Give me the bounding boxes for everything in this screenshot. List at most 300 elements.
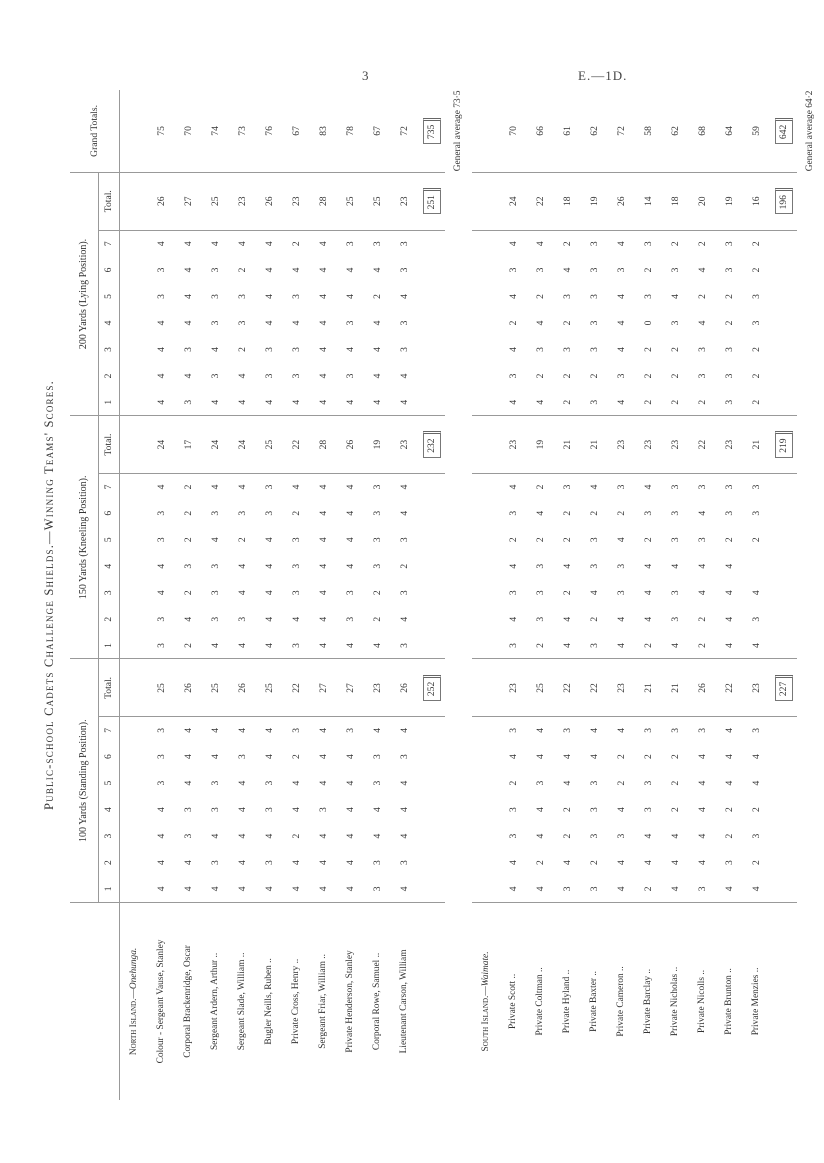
grand-total: 59: [751, 126, 762, 136]
range-total: 25: [337, 172, 364, 230]
shot-score: 3: [697, 886, 708, 892]
empty-cell: [120, 389, 149, 416]
shot-score: 3: [156, 643, 167, 648]
shot-score: 4: [345, 807, 356, 813]
empty-cell: [120, 606, 149, 633]
shot-score: 4: [372, 643, 383, 648]
shot-score: 3: [724, 373, 735, 379]
shot-score: 4: [156, 347, 167, 352]
shot-score: 4: [562, 267, 573, 273]
shot-score: 4: [670, 643, 681, 648]
shot-score: 4: [183, 754, 194, 760]
shot-score: 3: [643, 807, 654, 813]
empty-cell: [472, 283, 500, 310]
shot-score: 4: [183, 294, 194, 299]
grand-total: 74: [210, 126, 221, 136]
empty-cell: [418, 823, 445, 850]
grand-total: 78: [345, 126, 356, 136]
empty-cell: [120, 172, 149, 230]
team-totals-row: [418, 90, 445, 1100]
shot-score: 3: [535, 590, 546, 596]
shot-score: 4: [318, 590, 329, 596]
shot-score: 2: [183, 484, 194, 490]
shot-score: 3: [372, 754, 383, 760]
shot-score: 2: [670, 754, 681, 760]
shot-score: 4: [264, 537, 275, 543]
shot-score: 4: [535, 727, 546, 733]
range-total: 21: [743, 416, 770, 474]
shot-score: 3: [210, 860, 221, 866]
range-total: 19: [716, 172, 743, 230]
shot-score: 2: [724, 320, 735, 326]
shot-score: 3: [372, 780, 383, 786]
shot-score: 2: [562, 590, 573, 596]
shot-score: 3: [535, 780, 546, 786]
shot-score: 3: [372, 886, 383, 892]
shot-score: 3: [399, 643, 410, 648]
cadet-name: Private Coltman ..: [527, 902, 554, 1100]
shot-score: 3: [589, 241, 600, 247]
team-range-total-cell: [418, 659, 445, 717]
shot-score: 2: [589, 510, 600, 516]
range-total: 16: [743, 172, 770, 230]
shot-score: 4: [724, 780, 735, 786]
range-total: 26: [689, 659, 716, 717]
shot-score: 3: [291, 590, 302, 596]
table-row: [662, 90, 689, 1100]
empty-cell: [472, 659, 500, 717]
shot-score: 4: [616, 294, 627, 299]
shot-score: 4: [237, 780, 248, 786]
empty-cell: [770, 363, 797, 390]
empty-cell: [120, 257, 149, 284]
range-total: 28: [310, 172, 337, 230]
empty-cell: [770, 527, 797, 554]
shot-score: 3: [589, 320, 600, 326]
shot-score: 4: [210, 241, 221, 247]
shot-score: 4: [345, 294, 356, 299]
shot-score: 4: [156, 590, 167, 596]
shot-score: 4: [183, 860, 194, 866]
shot-score: 3: [237, 294, 248, 299]
shot-score: 4: [183, 373, 194, 379]
cadet-name: Sergeant Slade, William ..: [229, 902, 256, 1100]
shot-score: 2: [751, 860, 762, 866]
shot-score: 4: [670, 886, 681, 892]
shot-score: 4: [508, 860, 519, 866]
shot-score: 4: [210, 727, 221, 733]
total-column-header: Total.: [99, 416, 120, 474]
grand-total: 83: [318, 126, 329, 136]
range-total: 20: [689, 172, 716, 230]
shot-score: 3: [508, 267, 519, 273]
cadet-name: Private Hyland ..: [554, 902, 581, 1100]
shot-score: 3: [589, 267, 600, 273]
empty-cell: [770, 876, 797, 903]
shot-score: 4: [535, 754, 546, 760]
shot-score: 3: [697, 373, 708, 379]
shot-score: 2: [589, 616, 600, 622]
shot-score: 4: [643, 590, 654, 596]
shot-score: 4: [237, 241, 248, 247]
shot-score: 3: [399, 241, 410, 247]
shot-score: 4: [724, 754, 735, 760]
shot-score: 4: [616, 347, 627, 352]
shot-score: 3: [237, 510, 248, 516]
shot-score: 3: [156, 267, 167, 273]
empty-cell: [120, 527, 149, 554]
shot-score: 4: [508, 563, 519, 569]
shot-score: 2: [291, 754, 302, 760]
shot-score: 3: [264, 807, 275, 813]
shot-score: 3: [508, 590, 519, 596]
shot-score: 4: [697, 320, 708, 326]
shot-score: 2: [751, 537, 762, 543]
range-total: 25: [256, 416, 283, 474]
shot-score: 2: [237, 267, 248, 273]
shot-score: 3: [508, 510, 519, 516]
shot-score: 2: [643, 537, 654, 543]
empty-cell: [770, 474, 797, 501]
cadet-name: Private Baxter ..: [581, 902, 608, 1100]
team-grand-total-cell: [770, 90, 797, 172]
shot-score: 3: [670, 484, 681, 490]
range-total: 25: [202, 172, 229, 230]
shot-score: 4: [318, 510, 329, 516]
shot-score: 3: [697, 347, 708, 352]
shot-score: 3: [535, 616, 546, 622]
shot-score: 3: [264, 373, 275, 379]
shot-score: 3: [589, 537, 600, 543]
range-total: 22: [527, 172, 554, 230]
range-total: 26: [148, 172, 175, 230]
range-total: 23: [500, 416, 527, 474]
empty-cell: [472, 633, 500, 660]
shot-score: 4: [751, 590, 762, 596]
shot-score: 4: [372, 347, 383, 352]
empty-cell: [418, 310, 445, 337]
shot-score: 4: [345, 780, 356, 786]
shot-score: 3: [372, 510, 383, 516]
shot-score: 4: [318, 294, 329, 299]
shot-score: 2: [724, 537, 735, 543]
empty-cell: [472, 553, 500, 580]
shot-score: 2: [562, 510, 573, 516]
shot-score: 4: [616, 399, 627, 405]
shot-score: 4: [589, 484, 600, 490]
shot-score: 3: [724, 484, 735, 490]
shot-number-header: 5: [99, 527, 120, 554]
shot-score: 4: [697, 590, 708, 596]
empty-cell: [770, 230, 797, 257]
range-total: 25: [202, 659, 229, 717]
scores-table: [70, 90, 824, 1100]
shot-score: 4: [318, 563, 329, 569]
empty-cell: [418, 283, 445, 310]
shot-score: 3: [670, 320, 681, 326]
team-range-total-cell: [770, 416, 797, 474]
range-total: 21: [635, 659, 662, 717]
shot-score: 4: [562, 860, 573, 866]
shot-score: 3: [508, 807, 519, 813]
shot-score: 2: [670, 347, 681, 352]
shot-score: 3: [562, 886, 573, 892]
range-total: 23: [662, 416, 689, 474]
shot-score: 3: [616, 484, 627, 490]
shot-number-header: 3: [99, 823, 120, 850]
empty-cell: [770, 500, 797, 527]
range-group-header: 100 Yards (Standing Position).: [70, 659, 99, 902]
empty-cell: [770, 823, 797, 850]
range-total: 14: [635, 172, 662, 230]
range-total: 28: [310, 416, 337, 474]
shot-score: 3: [562, 347, 573, 352]
shot-score: 4: [372, 373, 383, 379]
shot-score: 3: [156, 754, 167, 760]
team-range-total: 227: [775, 675, 793, 701]
page-number: 3: [362, 68, 369, 83]
shot-number-header: 3: [99, 580, 120, 607]
shot-score: 3: [589, 294, 600, 299]
range-total: 23: [608, 659, 635, 717]
shot-score: 4: [670, 563, 681, 569]
shot-score: 4: [616, 643, 627, 648]
empty-cell: [770, 336, 797, 363]
shot-score: 3: [616, 833, 627, 839]
shot-score: 4: [345, 347, 356, 352]
table-row: [364, 90, 391, 1100]
shot-score: 4: [508, 754, 519, 760]
shot-score: 4: [643, 563, 654, 569]
shot-score: 4: [264, 320, 275, 326]
shot-score: 4: [562, 563, 573, 569]
shot-score: 3: [562, 294, 573, 299]
cadet-name: Sergeant Ardern, Arthur ..: [202, 902, 229, 1100]
empty-cell: [120, 90, 149, 172]
empty-cell: [418, 230, 445, 257]
shot-score: 4: [345, 537, 356, 543]
table-row: [716, 90, 743, 1100]
shot-score: 4: [210, 833, 221, 839]
table-row: [689, 90, 716, 1100]
range-total: 25: [527, 659, 554, 717]
shot-score: 3: [697, 484, 708, 490]
shot-score: 3: [562, 727, 573, 733]
shot-score: 4: [318, 537, 329, 543]
shot-score: 4: [156, 399, 167, 405]
shot-score: 4: [697, 860, 708, 866]
table-row: [581, 90, 608, 1100]
team-range-total: 219: [775, 431, 793, 457]
shot-score: 4: [264, 886, 275, 892]
shot-score: 4: [210, 399, 221, 405]
shot-score: 4: [291, 807, 302, 813]
shot-score: 2: [237, 537, 248, 543]
team-range-total: 196: [775, 188, 793, 214]
shot-score: 2: [562, 241, 573, 247]
empty-cell: [418, 770, 445, 797]
table-row: [500, 90, 527, 1100]
cadet-name: Bugler Neills, Ruben ..: [256, 902, 283, 1100]
range-total: 23: [716, 416, 743, 474]
shot-score: 3: [156, 294, 167, 299]
shot-score: 4: [751, 886, 762, 892]
rotated-score-table: [42, 90, 815, 1100]
shot-score: 3: [508, 643, 519, 648]
grand-totals-header: Grand Totals.: [70, 90, 120, 172]
shot-score: 4: [345, 643, 356, 648]
shot-score: 2: [562, 807, 573, 813]
range-total: 23: [364, 659, 391, 717]
shot-score: 3: [751, 833, 762, 839]
cadet-name: Private Henderson, Stanley: [337, 902, 364, 1100]
shot-score: 4: [372, 833, 383, 839]
table-row: [283, 90, 310, 1100]
shot-number-header: 1: [99, 633, 120, 660]
grand-total: 67: [372, 126, 383, 136]
empty-cell: [770, 606, 797, 633]
shot-score: 3: [156, 510, 167, 516]
shot-score: 3: [210, 294, 221, 299]
shot-score: 2: [562, 373, 573, 379]
shot-score: 2: [535, 537, 546, 543]
section-heading: [472, 902, 500, 1100]
shot-score: 2: [643, 754, 654, 760]
empty-cell: [418, 336, 445, 363]
shot-score: 3: [345, 320, 356, 326]
shot-score: 4: [318, 484, 329, 490]
shot-score: 3: [751, 616, 762, 622]
shot-score: 3: [372, 484, 383, 490]
empty-cell: [418, 474, 445, 501]
shot-score: 4: [318, 727, 329, 733]
range-group-header: 150 Yards (Kneeling Position).: [70, 416, 99, 659]
shot-score: 3: [589, 643, 600, 648]
shot-score: 3: [264, 780, 275, 786]
shot-score: 4: [372, 727, 383, 733]
empty-cell: [418, 527, 445, 554]
empty-cell: [418, 257, 445, 284]
shot-score: 4: [237, 590, 248, 596]
shot-score: 3: [264, 347, 275, 352]
range-total: 23: [229, 172, 256, 230]
range-total: 22: [554, 659, 581, 717]
shot-score: 3: [751, 484, 762, 490]
empty-cell: [472, 527, 500, 554]
shot-score: 3: [291, 563, 302, 569]
shot-score: 2: [562, 833, 573, 839]
empty-cell: [120, 230, 149, 257]
shot-score: 2: [616, 754, 627, 760]
range-total: 19: [364, 416, 391, 474]
shot-score: 2: [508, 537, 519, 543]
grand-total: 68: [697, 126, 708, 136]
shot-score: 2: [399, 563, 410, 569]
empty-cell: [120, 553, 149, 580]
shot-score: 3: [291, 347, 302, 352]
shot-score: 4: [616, 727, 627, 733]
shot-score: 4: [616, 886, 627, 892]
shot-score: 4: [670, 833, 681, 839]
shot-score: 4: [345, 399, 356, 405]
shot-score: 4: [210, 484, 221, 490]
empty-cell: [770, 902, 797, 1100]
empty-cell: [120, 659, 149, 717]
shot-number-header: 7: [99, 717, 120, 744]
shot-score: 2: [751, 807, 762, 813]
shot-score: 3: [237, 616, 248, 622]
shot-score: 4: [535, 833, 546, 839]
average-row: [797, 90, 824, 1100]
grand-total: 70: [183, 126, 194, 136]
total-column-header: Total.: [99, 172, 120, 230]
shot-score: 4: [643, 484, 654, 490]
team-range-total: 251: [423, 188, 441, 214]
shot-score: 4: [399, 780, 410, 786]
shot-score: 3: [183, 807, 194, 813]
cadet-name: Private Barclay ..: [635, 902, 662, 1100]
range-total: 17: [175, 416, 202, 474]
shot-score: 4: [399, 727, 410, 733]
shot-score: 4: [183, 727, 194, 733]
shot-score: 3: [345, 590, 356, 596]
shot-score: 4: [156, 320, 167, 326]
shot-score: 4: [616, 616, 627, 622]
empty-cell: [770, 633, 797, 660]
shot-score: 4: [318, 780, 329, 786]
shot-score: 2: [697, 294, 708, 299]
range-total: 21: [662, 659, 689, 717]
shot-score: 4: [210, 886, 221, 892]
shot-score: 3: [210, 510, 221, 516]
shot-score: 3: [589, 347, 600, 352]
cadet-name: Corporal Rowe, Samuel ..: [364, 902, 391, 1100]
empty-cell: [472, 849, 500, 876]
empty-cell: [120, 849, 149, 876]
empty-cell: [472, 172, 500, 230]
shot-score: 4: [264, 643, 275, 648]
range-total: 18: [554, 172, 581, 230]
table-row: [527, 90, 554, 1100]
shot-score: 4: [237, 833, 248, 839]
table-row: [391, 90, 418, 1100]
team-range-total-cell: [770, 172, 797, 230]
shot-score: 4: [535, 510, 546, 516]
shot-number-header: 1: [99, 389, 120, 416]
shot-score: 3: [291, 643, 302, 648]
team-grand-total: 735: [423, 118, 441, 144]
shot-score: 4: [291, 267, 302, 273]
shot-score: 4: [291, 616, 302, 622]
shot-score: 2: [535, 860, 546, 866]
empty-cell: [120, 770, 149, 797]
shot-score: 4: [264, 267, 275, 273]
shot-score: 2: [183, 590, 194, 596]
shot-score: 3: [643, 510, 654, 516]
shot-score: 4: [264, 590, 275, 596]
range-total: 23: [391, 172, 418, 230]
shot-score: 3: [670, 267, 681, 273]
shot-score: 3: [372, 537, 383, 543]
shot-score: 2: [643, 399, 654, 405]
empty-cell: [120, 743, 149, 770]
cadet-name: Private Scott ..: [500, 902, 527, 1100]
shot-score: 2: [724, 807, 735, 813]
shot-score: 3: [399, 267, 410, 273]
shot-score: 2: [724, 294, 735, 299]
shot-score: 3: [318, 807, 329, 813]
empty-cell: [418, 633, 445, 660]
